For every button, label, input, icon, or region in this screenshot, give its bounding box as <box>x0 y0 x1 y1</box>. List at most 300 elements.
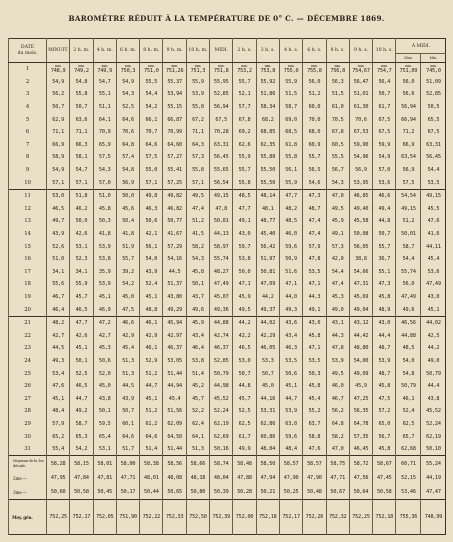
average-cell: 58,48 <box>233 456 256 472</box>
monthly-average-cell: 752,50 <box>186 500 209 535</box>
value-cell: 45,9 <box>186 316 209 329</box>
value-cell: 68,2 <box>256 113 279 126</box>
value-cell: 50,08 <box>349 228 372 241</box>
average-cell: 58,28 <box>47 456 70 472</box>
value-cell: 36,7 <box>373 253 396 266</box>
value-cell: 49,09 <box>349 367 372 380</box>
value-text: 754,7 <box>376 68 392 74</box>
value-cell: 45,4 <box>163 392 186 405</box>
value-cell: 67,8 <box>326 126 349 139</box>
column-header: 6 h. m. <box>116 39 139 63</box>
table-row <box>9 63 446 76</box>
value-cell: 50,7 <box>256 367 279 380</box>
value-cell: 56,7 <box>326 164 349 177</box>
value-cell: 57,29 <box>163 240 186 253</box>
value-cell: 48,80 <box>349 342 372 355</box>
value-cell: 45,1 <box>140 291 163 304</box>
value-cell: 42,2 <box>233 329 256 342</box>
value-cell: 62,68 <box>396 443 421 456</box>
value-cell: 50,7 <box>47 101 70 114</box>
value-cell: 54,9 <box>116 76 139 89</box>
value-cell: 51,2 <box>140 405 163 418</box>
value-cell: 42,5 <box>421 329 446 342</box>
value-cell: 44,8 <box>373 215 396 228</box>
value-cell: 48,4 <box>279 443 302 456</box>
monthly-average-cell: 752,39 <box>210 500 233 535</box>
day-cell: 1 <box>9 63 47 76</box>
value-cell: 46,5 <box>70 303 93 316</box>
value-cell: 51,3 <box>116 367 139 380</box>
value-cell: 52,3 <box>70 253 93 266</box>
amx-header: À MIDI. <box>396 39 446 54</box>
unit-label: mm. <box>217 63 225 68</box>
value-cell: 49,37 <box>256 303 279 316</box>
value-cell: 54,9 <box>373 151 396 164</box>
average-cell: 47,94 <box>256 471 279 485</box>
value-cell: 45,52 <box>210 392 233 405</box>
value-cell: 50,6 <box>93 355 116 368</box>
value-cell: 64,8 <box>116 139 139 152</box>
value-cell: 54,0 <box>140 253 163 266</box>
day-cell: 9 <box>9 164 47 177</box>
value-cell: 42,1 <box>140 228 163 241</box>
value-cell: 52,5 <box>233 405 256 418</box>
value-cell: 43,8 <box>421 392 446 405</box>
value-cell: 46,05 <box>256 342 279 355</box>
value-cell: 64,6 <box>140 430 163 443</box>
value-cell: 52,2 <box>186 405 209 418</box>
value-cell: 64,78 <box>349 418 372 431</box>
value-cell: 45,4 <box>303 392 326 405</box>
value-cell: 62,69 <box>210 430 233 443</box>
value-text: 745,0 <box>426 68 441 74</box>
value-cell: 45,2 <box>186 380 209 393</box>
monthly-average-cell: 755,36 <box>396 500 421 535</box>
value-cell: 58,2 <box>186 240 209 253</box>
value-cell: 62,5 <box>233 418 256 431</box>
value-cell: 49,6 <box>396 303 421 316</box>
table-row <box>9 329 446 342</box>
value-cell: 45,5 <box>421 203 446 216</box>
value-cell: 50,3 <box>93 215 116 228</box>
value-cell: 44,7 <box>140 380 163 393</box>
value-cell: 55,74 <box>210 253 233 266</box>
column-header: 3 h. s. <box>256 39 279 63</box>
value-cell: 43,9 <box>47 228 70 241</box>
value-cell: 49,5 <box>186 189 209 202</box>
value-cell: 55,8 <box>233 176 256 189</box>
value-cell: 57,4 <box>116 151 139 164</box>
value-cell: 46,56 <box>396 316 421 329</box>
value-cell: 49,82 <box>163 189 186 202</box>
value-cell: 50,79 <box>421 367 446 380</box>
value-cell <box>233 63 256 76</box>
value-text: 749,9 <box>97 68 113 74</box>
value-cell: 55,8 <box>186 164 209 177</box>
value-text: 753,2 <box>237 68 252 74</box>
value-cell: 49,40 <box>349 203 372 216</box>
value-cell: 70,99 <box>163 126 186 139</box>
value-cell: 49,1 <box>303 303 326 316</box>
table-row <box>9 418 446 431</box>
value-cell: 55,5 <box>140 76 163 89</box>
value-cell: 48,14 <box>256 189 279 202</box>
unit-label: mm. <box>241 63 248 68</box>
value-cell: 70,5 <box>326 113 349 126</box>
value-cell: 54,66 <box>349 266 372 279</box>
column-header: 4 h. m. <box>93 39 116 63</box>
value-cell: 52,24 <box>210 405 233 418</box>
value-cell: 58,34 <box>256 101 279 114</box>
value-cell: 46,5 <box>233 342 256 355</box>
average-cell: 50,80 <box>186 485 209 500</box>
value-cell: 50,1 <box>70 355 93 368</box>
value-cell: 68,5 <box>279 126 302 139</box>
value-cell: 43,9 <box>116 392 139 405</box>
monthly-average-cell: 752,00 <box>233 500 256 535</box>
value-cell: 53,0 <box>233 355 256 368</box>
value-cell: 56,6 <box>396 88 421 101</box>
value-cell: 49,3 <box>279 303 302 316</box>
value-cell: 53,5 <box>279 355 302 368</box>
value-cell: 46,45 <box>349 443 372 456</box>
value-cell <box>47 63 70 76</box>
value-cell: 55,88 <box>256 151 279 164</box>
value-cell: 46,1 <box>140 342 163 355</box>
value-cell: 44,3 <box>303 291 326 304</box>
day-cell: 2 <box>9 76 47 89</box>
table-row <box>9 228 446 241</box>
average-cell: 58,66 <box>186 456 209 472</box>
value-cell: 67,5 <box>421 126 446 139</box>
value-cell: 62,35 <box>256 139 279 152</box>
average-cell: 47,81 <box>93 471 116 485</box>
value-cell: 53,9 <box>186 88 209 101</box>
average-cell: 50,25 <box>279 485 302 500</box>
value-cell: 65,4 <box>93 430 116 443</box>
value-cell: 41,8 <box>93 228 116 241</box>
monthly-average-cell: 752,17 <box>70 500 93 535</box>
value-cell: 55,2 <box>303 405 326 418</box>
value-cell: 59,5 <box>93 418 116 431</box>
value-cell: 66,94 <box>396 113 421 126</box>
value-cell: 71,1 <box>47 126 70 139</box>
average-label: 3me — <box>9 485 47 500</box>
day-cell: 10 <box>9 176 47 189</box>
monthly-average-cell: 752,32 <box>326 500 349 535</box>
average-cell: 50,58 <box>373 485 396 500</box>
value-cell: 51,4 <box>186 367 209 380</box>
value-cell: 56,9 <box>396 164 421 177</box>
average-cell: 44,19 <box>421 471 446 485</box>
value-cell: 68,0 <box>303 126 326 139</box>
value-cell: 49,5 <box>233 303 256 316</box>
value-cell: 44,02 <box>421 316 446 329</box>
average-cell: 47,71 <box>326 471 349 485</box>
average-cell: 48,18 <box>186 471 209 485</box>
value-cell: 63,6 <box>70 113 93 126</box>
average-cell: 58,15 <box>70 456 93 472</box>
value-cell: 52,4 <box>396 405 421 418</box>
value-cell: 47,3 <box>303 189 326 202</box>
value-cell: 42,0 <box>326 253 349 266</box>
value-cell: 43,0 <box>303 316 326 329</box>
value-cell: 51,44 <box>163 367 186 380</box>
value-cell: 46,1 <box>396 392 421 405</box>
value-cell: 50,01 <box>210 215 233 228</box>
column-header: MINUIT. <box>47 39 70 63</box>
value-cell: 49,29 <box>163 303 186 316</box>
value-cell: 47,1 <box>303 278 326 291</box>
value-cell: 54,7 <box>70 164 93 177</box>
value-cell: 55,7 <box>233 76 256 89</box>
value-cell: 69,0 <box>279 113 302 126</box>
value-cell: 38,8 <box>349 253 372 266</box>
value-cell: 44,5 <box>47 342 70 355</box>
value-cell: 50,6 <box>140 215 163 228</box>
average-cell: 47,90 <box>303 471 326 485</box>
value-cell: 55,95 <box>210 76 233 89</box>
value-cell: 46,9 <box>93 303 116 316</box>
value-cell: 47,2 <box>93 316 116 329</box>
value-cell: 64,6 <box>116 430 139 443</box>
value-cell: 45,40 <box>256 228 279 241</box>
value-cell: 55,41 <box>163 164 186 177</box>
value-cell: 56,9 <box>349 164 372 177</box>
value-cell: 45,3 <box>93 342 116 355</box>
table-row <box>9 342 446 355</box>
value-cell: 56,45 <box>210 151 233 164</box>
value-cell: 45,52 <box>421 405 446 418</box>
value-cell: 46,3 <box>140 203 163 216</box>
value-cell: 50,0 <box>116 189 139 202</box>
value-text: 751,0 <box>144 68 159 74</box>
value-cell: 61,8 <box>279 139 302 152</box>
value-cell: 55,7 <box>233 164 256 177</box>
monthly-average-label: Moy. gén. <box>9 500 47 535</box>
amx-subheader: Max. <box>396 54 421 63</box>
value-cell <box>326 63 349 76</box>
value-cell: 62,6 <box>233 139 256 152</box>
value-cell: 51,0 <box>47 253 70 266</box>
value-cell: 45,58 <box>349 215 372 228</box>
value-cell: 65,5 <box>421 113 446 126</box>
value-cell: 45,7 <box>186 392 209 405</box>
value-cell: 47,4 <box>186 203 209 216</box>
value-cell: 50,77 <box>163 215 186 228</box>
value-cell: 49,1 <box>326 228 349 241</box>
date-header-line: du mois. <box>17 50 38 56</box>
value-cell: 53,9 <box>93 278 116 291</box>
value-cell <box>186 63 209 76</box>
value-cell: 44,11 <box>421 240 446 253</box>
value-cell: 54,6 <box>303 176 326 189</box>
value-cell: 58,1 <box>70 151 93 164</box>
average-row <box>9 485 446 500</box>
table-row <box>9 253 446 266</box>
value-cell: 55,9 <box>70 278 93 291</box>
column-header: 8 h. m. <box>140 39 163 63</box>
value-cell: 51,7 <box>116 443 139 456</box>
value-cell: 48,2 <box>47 316 70 329</box>
value-cell: 45,07 <box>210 291 233 304</box>
value-cell: 47,8 <box>210 203 233 216</box>
value-cell: 54,00 <box>349 355 372 368</box>
value-cell: 41,5 <box>186 228 209 241</box>
average-cell: 58,01 <box>93 456 116 472</box>
value-cell: 46,6 <box>116 316 139 329</box>
average-cell: 48,01 <box>140 471 163 485</box>
value-cell: 45,8 <box>303 380 326 393</box>
value-cell: 56,0 <box>303 76 326 89</box>
value-cell: 55,6 <box>47 278 70 291</box>
value-cell: 52,9 <box>140 355 163 368</box>
average-cell: 50,45 <box>93 485 116 500</box>
day-cell: 7 <box>9 139 47 152</box>
value-cell: 48,7 <box>373 342 396 355</box>
value-cell: 47,7 <box>279 189 302 202</box>
value-cell: 60,86 <box>256 430 279 443</box>
value-cell: 51,6 <box>279 266 302 279</box>
value-cell: 47,8 <box>326 342 349 355</box>
value-cell: 47,6 <box>47 380 70 393</box>
average-cell: 50,21 <box>256 485 279 500</box>
value-cell: 44,16 <box>256 392 279 405</box>
monthly-average-cell: 752,25 <box>349 500 372 535</box>
table-row <box>9 203 446 216</box>
value-cell: 62,4 <box>186 418 209 431</box>
value-cell: 34,1 <box>70 266 93 279</box>
value-cell: 50,7 <box>70 101 93 114</box>
value-cell: 46,0 <box>326 380 349 393</box>
value-cell: 47,1 <box>303 342 326 355</box>
value-text: 751,26 <box>165 68 184 74</box>
value-cell: 55,15 <box>163 101 186 114</box>
table-row <box>9 291 446 304</box>
value-cell: 48,9 <box>373 303 396 316</box>
value-cell: 50,7 <box>373 88 396 101</box>
unit-label: mm. <box>54 63 62 68</box>
value-cell: 50,10 <box>421 443 446 456</box>
monthly-average-row <box>9 500 446 535</box>
value-cell: 54,3 <box>186 253 209 266</box>
day-cell: 30 <box>9 430 47 443</box>
average-cell: 58,72 <box>349 456 372 472</box>
value-cell: 51,8 <box>70 189 93 202</box>
value-cell: 51,56 <box>163 405 186 418</box>
value-cell: 63,54 <box>396 151 421 164</box>
unit-label: mm. <box>124 63 132 68</box>
unit-label: mm. <box>194 63 202 68</box>
value-cell: 53,1 <box>70 240 93 253</box>
value-cell: 43,80 <box>163 291 186 304</box>
value-cell: 47,1 <box>279 278 302 291</box>
value-cell: 42,7 <box>47 329 70 342</box>
unit-label: mm. <box>381 63 388 68</box>
column-header: 2 h. m. <box>70 39 93 63</box>
value-cell: 57,1 <box>140 176 163 189</box>
value-cell: 54,9 <box>47 164 70 177</box>
monthly-average-cell: 752,05 <box>93 500 116 535</box>
day-cell: 24 <box>9 355 47 368</box>
value-cell: 52,5 <box>116 101 139 114</box>
value-cell: 62,9 <box>47 113 70 126</box>
value-cell: 67,2 <box>186 113 209 126</box>
value-cell: 59,90 <box>349 139 372 152</box>
value-cell: 42,29 <box>256 329 279 342</box>
unit-label: mm. <box>405 63 412 68</box>
day-cell: 18 <box>9 278 47 291</box>
value-cell: 51,2 <box>140 367 163 380</box>
average-cell: 60,71 <box>396 456 421 472</box>
value-cell: 65,9 <box>93 139 116 152</box>
value-cell: 50,0 <box>233 266 256 279</box>
value-cell: 48,5 <box>233 189 256 202</box>
value-cell: 45,8 <box>373 443 396 456</box>
table-row <box>9 266 446 279</box>
value-cell: 57,5 <box>93 151 116 164</box>
value-cell: 44,2 <box>421 342 446 355</box>
average-cell: 50,48 <box>303 485 326 500</box>
value-cell: 42,6 <box>70 329 93 342</box>
value-cell: 51,86 <box>256 88 279 101</box>
day-cell: 11 <box>9 189 47 202</box>
value-cell: 57,9 <box>303 240 326 253</box>
value-cell: 50,79 <box>210 367 233 380</box>
value-cell: 61,7 <box>233 430 256 443</box>
value-cell: 44,5 <box>116 380 139 393</box>
value-cell: 56,94 <box>210 101 233 114</box>
value-cell: 47,7 <box>70 316 93 329</box>
day-cell: 29 <box>9 418 47 431</box>
value-text: 751,09 <box>399 68 418 74</box>
page-title: BAROMÈTRE RÉDUIT À LA TEMPÉRATURE DE 0° C. — DÉCEMBRE 1869. <box>68 14 385 23</box>
value-cell: 55,74 <box>396 266 421 279</box>
value-cell: 53,9 <box>373 355 396 368</box>
value-cell: 49,0 <box>326 303 349 316</box>
value-cell: 49,15 <box>396 203 421 216</box>
value-cell: 51,5 <box>326 88 349 101</box>
value-cell: 45,0 <box>116 291 139 304</box>
value-cell: 57,0 <box>93 176 116 189</box>
value-text: 749,2 <box>74 68 89 74</box>
value-cell: 49,5 <box>326 367 349 380</box>
value-cell: 44,02 <box>256 316 279 329</box>
value-cell: 55,9 <box>186 76 209 89</box>
value-cell: 44,2 <box>256 291 279 304</box>
value-cell: 52,5 <box>70 367 93 380</box>
value-cell: 46,4 <box>47 303 70 316</box>
value-cell: 49,36 <box>210 303 233 316</box>
value-cell: 49,5 <box>326 203 349 216</box>
average-cell: 50,67 <box>326 485 349 500</box>
value-cell: 45,8 <box>373 291 396 304</box>
value-cell: 55,8 <box>70 88 93 101</box>
value-cell <box>163 63 186 76</box>
table-row <box>9 164 446 177</box>
day-cell: 3 <box>9 88 47 101</box>
unit-label: mm. <box>171 63 178 68</box>
value-cell: 47,09 <box>256 278 279 291</box>
value-cell: 48,04 <box>256 443 279 456</box>
value-cell: 48,7 <box>373 367 396 380</box>
value-cell: 54,16 <box>163 253 186 266</box>
value-cell: 50,4 <box>116 215 139 228</box>
average-cell: 47,88 <box>233 471 256 485</box>
value-cell: 66,9 <box>47 139 70 152</box>
average-cell: 58,38 <box>140 456 163 472</box>
day-cell: 8 <box>9 151 47 164</box>
